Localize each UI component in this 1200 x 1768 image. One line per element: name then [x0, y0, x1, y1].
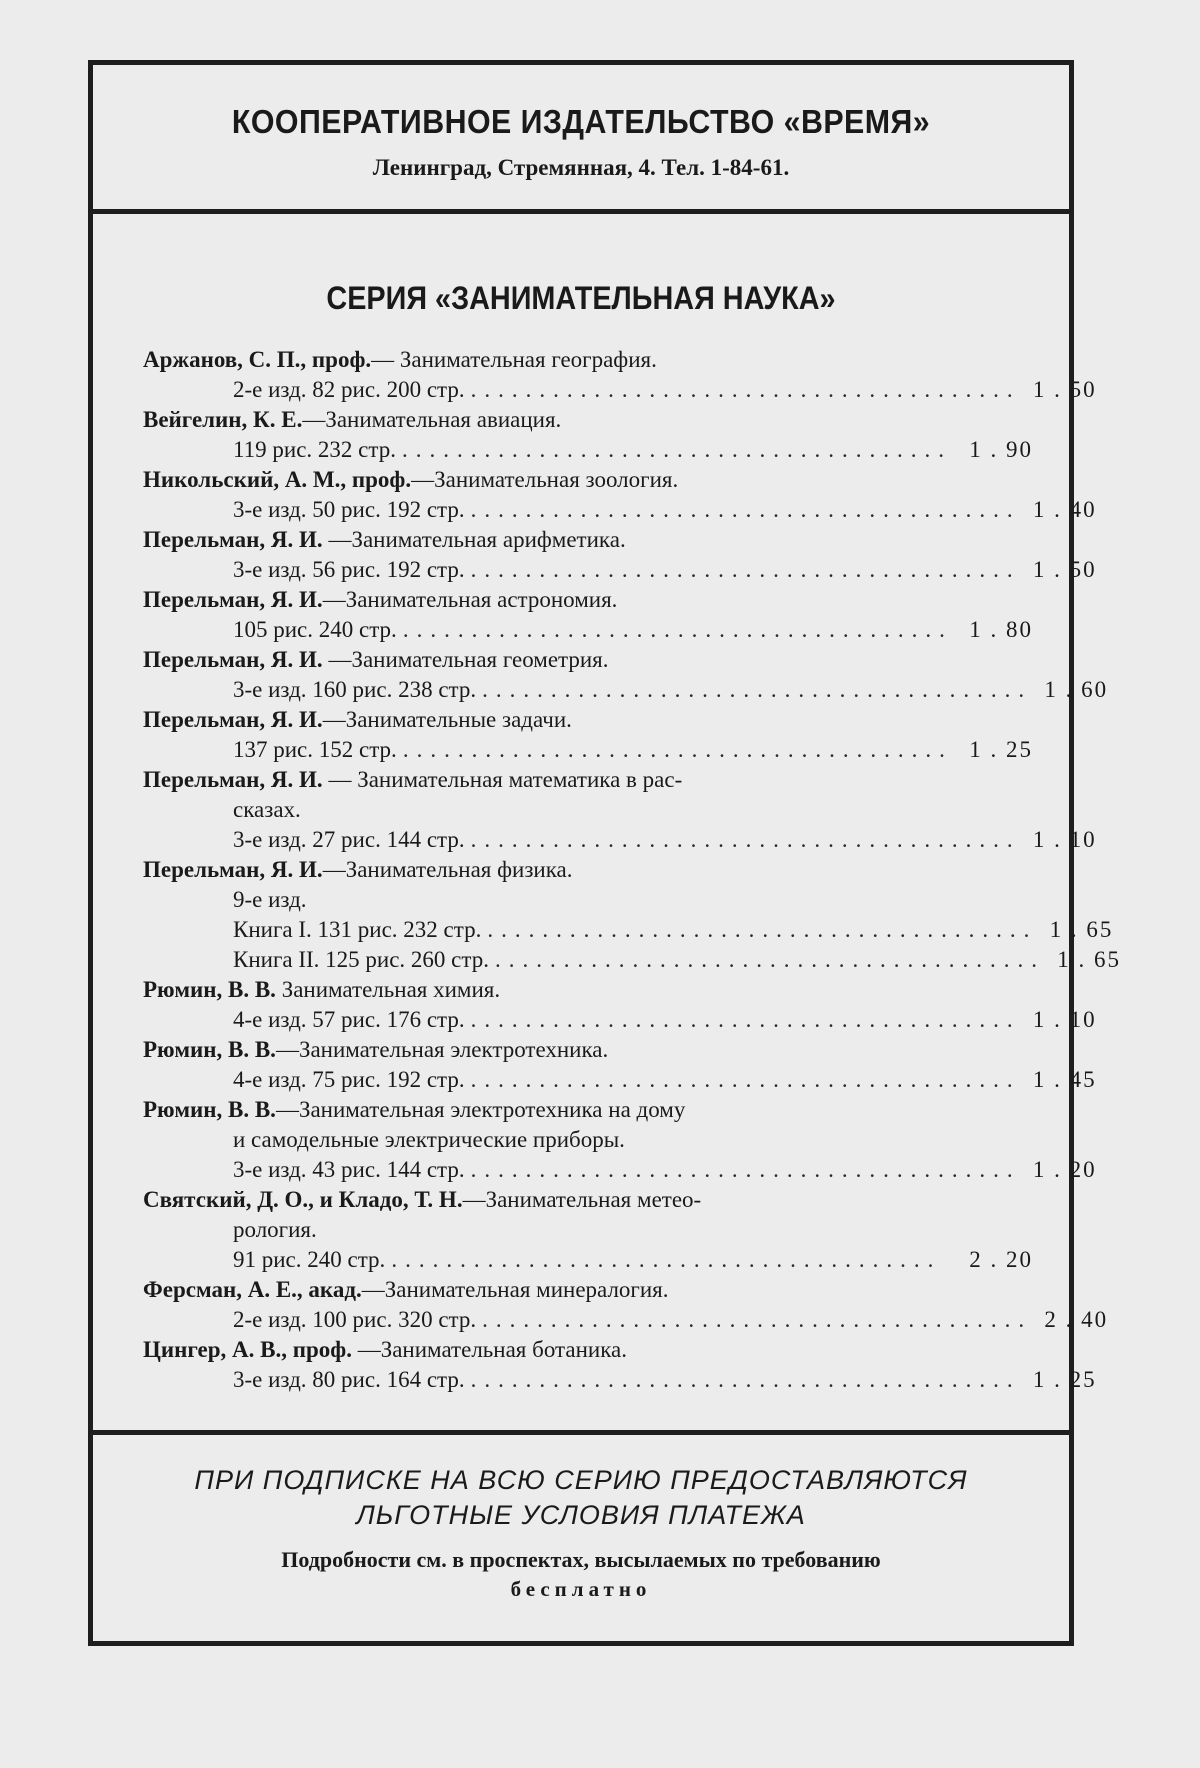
book-entry [143, 765, 1097, 855]
book-edition-row [143, 675, 1109, 705]
book-author: Святский, Д. О., и Кладо, Т. Н. [143, 1187, 463, 1212]
book-title: —Занимательные задачи. [322, 707, 572, 732]
book-price: 1 . 90 [969, 437, 1033, 462]
book-entry [143, 345, 1097, 405]
book-edition-row [143, 945, 1121, 975]
book-heading [143, 525, 1033, 555]
book-title: —Занимательная физика. [322, 857, 573, 882]
dot-leader: ........................................ [470, 377, 1021, 402]
book-edition-row [143, 1365, 1097, 1395]
book-heading [143, 645, 1033, 675]
book-price: 1 . 65 [1049, 917, 1114, 942]
book-entry [143, 705, 1033, 765]
book-edition: 91 рис. 240 стр. [233, 1247, 386, 1272]
series-title: СЕРИЯ «ЗАНИМАТЕЛЬНАЯ НАУКА» [326, 280, 836, 316]
book-entry [143, 465, 1097, 525]
book-heading [143, 405, 1033, 435]
book-heading [143, 1095, 1033, 1125]
book-author: Перельман, Я. И. [143, 857, 323, 882]
book-author: Вейгелин, К. Е. [143, 407, 303, 432]
book-title: Занимательная химия. [275, 977, 501, 1002]
dot-leader: ........................................ [470, 1157, 1021, 1182]
book-price: 1 . 25 [1032, 1367, 1097, 1392]
book-edition: Книга II. 125 рис. 260 стр. [233, 947, 489, 972]
book-edition-row [143, 375, 1097, 405]
book-entry [143, 1335, 1097, 1395]
book-edition: 4-е изд. 75 рис. 192 стр. [233, 1067, 465, 1092]
book-entry [143, 585, 1033, 645]
book-edition: 119 рис. 232 стр. [233, 437, 396, 462]
book-edition: 3-е изд. 56 рис. 192 стр. [233, 557, 465, 582]
subscription-line-2: ЛЬГОТНЫЕ УСЛОВИЯ ПЛАТЕЖА [356, 1500, 806, 1530]
book-edition: 3-е изд. 80 рис. 164 стр. [233, 1367, 465, 1392]
dot-leader: ........................................ [470, 827, 1021, 852]
book-author: Никольский, А. М., проф. [143, 467, 412, 492]
book-price: 1 . 45 [1032, 1067, 1097, 1092]
book-price: 1 . 10 [1032, 827, 1097, 852]
book-edition-row [143, 495, 1097, 525]
book-edition: 2-е изд. 82 рис. 200 стр. [233, 377, 465, 402]
book-price: 1 . 65 [1057, 947, 1121, 972]
book-edition-row [143, 735, 1033, 765]
book-edition: 3-е изд. 27 рис. 144 стр. [233, 827, 465, 852]
book-title-continuation: сказах. [233, 797, 301, 822]
dot-leader: ........................................ [470, 1367, 1021, 1392]
book-price: 1 . 20 [1032, 1157, 1097, 1182]
dot-leader: ........................................ [482, 677, 1033, 702]
dot-leader: ........................................ [470, 1007, 1021, 1032]
free-note: бесплатно [510, 1577, 652, 1601]
book-edition-row [143, 1155, 1097, 1185]
book-entry [143, 1185, 1033, 1275]
dot-leader: ........................................ [494, 947, 1045, 972]
book-edition: 3-е изд. 160 рис. 238 стр. [233, 677, 477, 702]
book-edition: 137 рис. 152 стр. [233, 737, 397, 762]
publisher-header [93, 65, 1069, 214]
book-heading [143, 975, 1033, 1005]
book-author: Рюмин, В. В. [143, 1097, 276, 1122]
book-entry [143, 975, 1097, 1035]
book-edition-row [143, 1065, 1097, 1095]
book-edition: 4-е изд. 57 рис. 176 стр. [233, 1007, 465, 1032]
publisher-name: КООПЕРАТИВНОЕ ИЗДАТЕЛЬСТВО «ВРЕМЯ» [231, 103, 931, 140]
book-author: Рюмин, В. В. [143, 977, 276, 1002]
book-entry [143, 525, 1097, 585]
book-author: Перельман, Я. И. [143, 647, 323, 672]
book-price: 1 . 50 [1032, 557, 1097, 582]
book-title: —Занимательная ботаника. [351, 1337, 627, 1362]
book-heading [143, 1035, 1033, 1065]
book-entry [143, 1035, 1097, 1095]
book-title: —Занимательная арифметика. [322, 527, 626, 552]
book-heading [143, 465, 1033, 495]
book-heading [143, 1275, 1033, 1305]
book-title: —Занимательная зоология. [411, 467, 679, 492]
book-price: 1 . 50 [1032, 377, 1097, 402]
book-edition: 2-е изд. 100 рис. 320 стр. [233, 1307, 477, 1332]
book-edition-row [143, 915, 1114, 945]
book-title-continuation: рология. [233, 1217, 317, 1242]
book-heading [143, 585, 1033, 615]
book-title: —Занимательная электротехника на дому [275, 1097, 686, 1122]
book-list [143, 345, 1121, 1395]
book-price: 1 . 40 [1032, 497, 1097, 522]
book-heading [143, 1335, 1033, 1365]
book-price: 1 . 60 [1044, 677, 1109, 702]
book-title-continuation: и самодельные электрические приборы. [233, 1127, 625, 1152]
book-price: 1 . 25 [969, 737, 1033, 762]
book-entry [143, 855, 1121, 975]
book-entry [143, 405, 1033, 465]
book-author: Рюмин, В. В. [143, 1037, 276, 1062]
book-heading [143, 765, 1033, 795]
book-author: Аржанов, С. П., проф. [143, 347, 372, 372]
book-heading [143, 855, 1033, 885]
dot-leader: ........................................ [470, 497, 1021, 522]
book-heading [143, 345, 1033, 375]
dot-leader: ........................................ [470, 557, 1021, 582]
subscription-line-1: ПРИ ПОДПИСКЕ НА ВСЮ СЕРИЮ ПРЕДОСТАВЛЯЮТСЯ [194, 1465, 968, 1495]
details-note: Подробности см. в проспектах, высылаемых по требованию [281, 1547, 881, 1572]
dot-leader: ........................................ [402, 617, 953, 642]
book-title: —Занимательная авиация. [302, 407, 562, 432]
book-price: 2 . 40 [1044, 1307, 1109, 1332]
book-title: —Занимательная астрономия. [322, 587, 618, 612]
book-author: Перельман, Я. И. [143, 527, 323, 552]
book-heading [143, 1185, 1033, 1215]
book-author: Перельман, Я. И. [143, 707, 323, 732]
book-edition-row [143, 1305, 1109, 1335]
book-title: —Занимательная электротехника. [275, 1037, 609, 1062]
dot-leader: ........................................ [487, 917, 1038, 942]
book-edition-row [143, 825, 1097, 855]
dot-leader: ........................................ [470, 1067, 1021, 1092]
book-author: Перельман, Я. И. [143, 587, 323, 612]
book-edition: 3-е изд. 50 рис. 192 стр. [233, 497, 465, 522]
book-price: 1 . 10 [1032, 1007, 1097, 1032]
book-entry [143, 1275, 1109, 1335]
book-edition-row [143, 1005, 1097, 1035]
book-entry [143, 1095, 1097, 1185]
book-price: 1 . 80 [969, 617, 1033, 642]
book-author: Цингер, А. В., проф. [143, 1337, 352, 1362]
book-title: — Занимательная география. [371, 347, 657, 372]
advertisement-frame [88, 60, 1121, 1646]
dot-leader: ........................................ [482, 1307, 1033, 1332]
book-entry [143, 645, 1109, 705]
book-title: —Занимательная метео- [462, 1187, 702, 1212]
book-edition: 105 рис. 240 стр. [233, 617, 397, 642]
book-author: Перельман, Я. И. [143, 767, 323, 792]
book-title: —Занимательная геометрия. [322, 647, 609, 672]
subscription-footer [93, 1430, 1069, 1641]
book-title-continuation: 9-е изд. [233, 887, 307, 912]
book-edition-row [143, 555, 1097, 585]
book-title: —Занимательная минералогия. [361, 1277, 669, 1302]
publisher-address: Ленинград, Стремянная, 4. Тел. 1-84-61. [372, 155, 790, 180]
book-edition: Книга I. 131 рис. 232 стр. [233, 917, 482, 942]
book-edition: 3-е изд. 43 рис. 144 стр. [233, 1157, 465, 1182]
book-edition-row [143, 1245, 1033, 1275]
book-price: 2 . 20 [969, 1247, 1033, 1272]
dot-leader: ........................................ [401, 437, 952, 462]
dot-leader: ........................................ [402, 737, 953, 762]
book-edition-row [143, 615, 1033, 645]
book-author: Ферсман, А. Е., акад. [143, 1277, 362, 1302]
dot-leader: ........................................ [391, 1247, 942, 1272]
book-heading [143, 705, 1033, 735]
book-edition-row [143, 435, 1033, 465]
book-title: — Занимательная математика в рас- [322, 767, 683, 792]
